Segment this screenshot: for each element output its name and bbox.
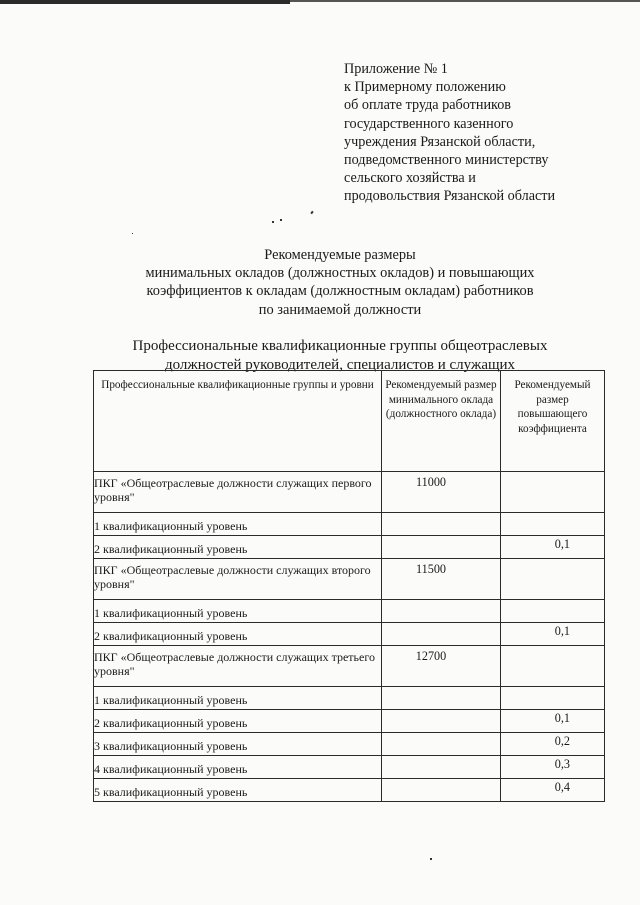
row-coefficient bbox=[501, 472, 605, 513]
row-salary bbox=[382, 623, 501, 646]
row-salary bbox=[382, 779, 501, 802]
title-line: минимальных окладов (должностных окладов) и повышающих bbox=[145, 265, 535, 282]
table-row-level bbox=[94, 600, 605, 623]
row-salary: 11500 bbox=[382, 559, 501, 600]
table-header-row bbox=[94, 371, 605, 472]
appendix-line: об оплате труда работников bbox=[344, 97, 512, 114]
row-salary bbox=[382, 687, 501, 710]
row-salary: 11000 bbox=[382, 472, 501, 513]
header-groups-levels: Профессиональные квалификационные группы и уровни bbox=[94, 371, 382, 472]
appendix-line: подведомственного министерству bbox=[344, 152, 549, 169]
appendix-line: сельского хозяйства и bbox=[344, 170, 476, 187]
scan-speck bbox=[430, 858, 432, 860]
table-row-level bbox=[94, 536, 605, 559]
row-salary bbox=[382, 513, 501, 536]
header-min-salary: Рекомендуемый размер минимального оклада (должностного оклада) bbox=[382, 371, 501, 472]
row-name: 1 квалификационный уровень bbox=[94, 600, 382, 623]
table-row-level bbox=[94, 756, 605, 779]
scan-speck bbox=[280, 219, 282, 221]
row-name: 3 квалификационный уровень bbox=[94, 733, 382, 756]
row-coefficient bbox=[501, 600, 605, 623]
appendix-line: учреждения Рязанской области, bbox=[344, 133, 536, 150]
table-row-level bbox=[94, 710, 605, 733]
row-salary bbox=[382, 756, 501, 779]
table-row-pkg-2 bbox=[94, 559, 605, 600]
row-coefficient: 0,4 bbox=[501, 779, 605, 802]
row-name: 2 квалификационный уровень bbox=[94, 710, 382, 733]
row-coefficient bbox=[501, 513, 605, 536]
table-row-level bbox=[94, 779, 605, 802]
appendix-line: Приложение № 1 bbox=[344, 61, 448, 77]
row-name: ПКГ «Общеотраслевые должности служащих второго уровня" bbox=[94, 559, 382, 600]
table-row-level bbox=[94, 733, 605, 756]
document-title bbox=[90, 246, 590, 319]
table-row-level bbox=[94, 687, 605, 710]
row-coefficient: 0,3 bbox=[501, 756, 605, 779]
row-name: 5 квалификационный уровень bbox=[94, 779, 382, 802]
row-coefficient: 0,1 bbox=[501, 536, 605, 559]
scan-speck bbox=[310, 211, 313, 215]
row-name: ПКГ «Общеотраслевые должности служащих первого уровня" bbox=[94, 472, 382, 513]
title-line: по занимаемой должности bbox=[258, 301, 422, 318]
row-name: ПКГ «Общеотраслевые должности служащих третьего уровня" bbox=[94, 646, 382, 687]
scan-top-edge bbox=[0, 0, 290, 4]
row-name: 1 квалификационный уровень bbox=[94, 687, 382, 710]
row-coefficient bbox=[501, 687, 605, 710]
salary-table bbox=[93, 370, 605, 802]
row-name: 1 квалификационный уровень bbox=[94, 513, 382, 536]
title-line: коэффициентов к окладам (должностным окладам) работников bbox=[146, 283, 534, 300]
row-coefficient: 0,1 bbox=[501, 623, 605, 646]
row-coefficient: 0,1 bbox=[501, 710, 605, 733]
table-row-pkg-3 bbox=[94, 646, 605, 687]
row-coefficient: 0,2 bbox=[501, 733, 605, 756]
appendix-line: государственного казенного bbox=[344, 115, 514, 132]
row-name: 2 квалификационный уровень bbox=[94, 536, 382, 559]
table-row-level bbox=[94, 513, 605, 536]
section-subtitle bbox=[90, 337, 590, 374]
row-salary bbox=[382, 733, 501, 756]
title-line: Рекомендуемые размеры bbox=[264, 247, 416, 263]
subtitle-line: должностей руководителей, специалистов и служащих bbox=[164, 356, 516, 373]
row-salary bbox=[382, 710, 501, 733]
row-coefficient bbox=[501, 559, 605, 600]
scan-speck bbox=[272, 221, 274, 223]
appendix-line: к Примерному положению bbox=[344, 79, 506, 96]
table-row-pkg-1 bbox=[94, 472, 605, 513]
row-name: 2 квалификационный уровень bbox=[94, 623, 382, 646]
appendix-line: продовольствия Рязанской области bbox=[344, 188, 556, 205]
subtitle-line: Профессиональные квалификационные группы общеотраслевых bbox=[132, 338, 548, 354]
row-salary bbox=[382, 600, 501, 623]
scan-speck bbox=[132, 233, 133, 234]
header-coefficient: Рекомендуемый размер повышающего коэффициента bbox=[501, 371, 605, 472]
row-name: 4 квалификационный уровень bbox=[94, 756, 382, 779]
table-row-level bbox=[94, 623, 605, 646]
appendix-header bbox=[344, 60, 634, 206]
row-salary bbox=[382, 536, 501, 559]
row-coefficient bbox=[501, 646, 605, 687]
row-salary: 12700 bbox=[382, 646, 501, 687]
scan-top-edge-thin bbox=[290, 0, 640, 2]
